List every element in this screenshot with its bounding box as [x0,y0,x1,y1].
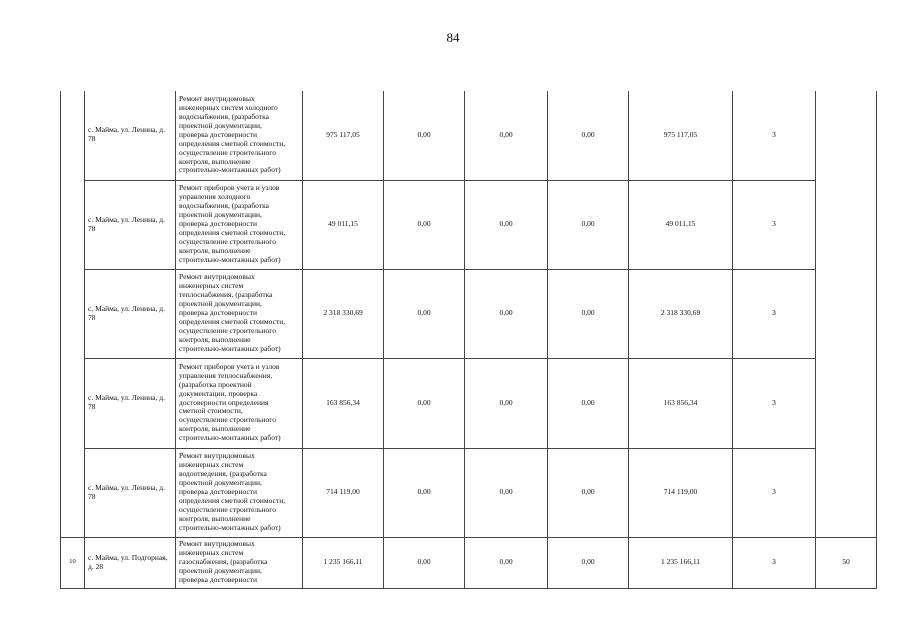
work-description-text: Ремонт внутридомовых инженерных систем водоотведения, (разработка проектной документации, проверка достоверности определения сметной стоимости, осуществление строительного контроля, выполнение строительно-монтажных работ) [179,451,286,532]
work-description-text: Ремонт внутридомовых инженерных систем теплоснабжения, (разработка проектной документации, проверка достоверности определения сметной стоимости, осуществление строительного контроля, выполнение строительно-монтажных работ) [179,272,286,353]
funding-cell-4: 714 119,00 [629,448,733,537]
funding-cell-1: 0,00 [384,537,465,588]
funding-cell-3: 0,00 [548,180,629,269]
funding-cell-1: 0,00 [384,448,465,537]
funding-cell-2: 0,00 [465,91,548,180]
address-cell: с. Майма, ул. Ленина, д. 78 [85,269,176,358]
work-description-cell [176,358,303,448]
funding-cell-3: 0,00 [548,91,629,180]
address-cell: с. Майма, ул. Подгорная, д. 28 [85,537,176,588]
funding-cell-1: 0,00 [384,269,465,358]
address-cell: с. Майма, ул. Ленина, д. 78 [85,180,176,269]
funding-cell-3: 0,00 [548,269,629,358]
funding-cell-1: 0,00 [384,91,465,180]
funding-cell-2: 0,00 [465,448,548,537]
value-cell-6 [816,91,877,537]
funding-cell-1: 0,00 [384,180,465,269]
value-cell-5: 3 [733,358,816,448]
address-cell: с. Майма, ул. Ленина, д. 78 [85,91,176,180]
work-description-text: Ремонт приборов учета и узлов управления холодного водоснабжения, (разработка проектной документации, проверка достоверности определения сметной стоимости, осуществление строительного контроля, выполнение строительно-монтажных работ) [179,183,286,264]
total-cost-cell: 975 117,05 [303,91,384,180]
funding-cell-1: 0,00 [384,358,465,448]
table-row [61,448,877,537]
address-cell: с. Майма, ул. Ленина, д. 78 [85,448,176,537]
value-cell-6: 50 [816,537,877,588]
work-description-text: Ремонт внутридомовых инженерных систем холодного водоснабжения, (разработка проектной документации, проверка достоверности определения сметной стоимости, осуществление строительного контроля, выполнение строительно-монтажных работ) [179,94,286,175]
table-row [61,91,877,180]
table-row [61,269,877,358]
total-cost-cell: 1 235 166,11 [303,537,384,588]
value-cell-5: 3 [733,537,816,588]
total-cost-cell: 714 119,00 [303,448,384,537]
value-cell-5: 3 [733,91,816,180]
funding-cell-4: 163 856,34 [629,358,733,448]
funding-cell-4: 2 318 330,69 [629,269,733,358]
work-description-text: Ремонт внутридомовых инженерных систем газоснабжения, (разработка проектной документации, проверка достоверности [179,539,268,584]
table-row [61,537,877,588]
funding-cell-2: 0,00 [465,269,548,358]
work-description-cell [176,269,303,358]
funding-cell-3: 0,00 [548,358,629,448]
repair-works-table [60,91,877,589]
funding-cell-4: 49 011,15 [629,180,733,269]
total-cost-cell: 49 011,15 [303,180,384,269]
row-number-cell: 10 [61,537,85,588]
total-cost-cell: 163 856,34 [303,358,384,448]
work-description-cell [176,180,303,269]
funding-cell-2: 0,00 [465,180,548,269]
value-cell-5: 3 [733,180,816,269]
page-number: 84 [446,30,460,45]
funding-cell-3: 0,00 [548,537,629,588]
work-description-cell [176,537,303,588]
funding-cell-4: 1 235 166,11 [629,537,733,588]
funding-cell-2: 0,00 [465,537,548,588]
funding-cell-3: 0,00 [548,448,629,537]
work-description-text: Ремонт приборов учета и узлов управления теплоснабжения, (разработка проектной документации, проверка достоверности определения сметной стоимости, осуществление строительного контроля, выполнение строительно-монтажных работ) [179,361,281,443]
value-cell-5: 3 [733,269,816,358]
table-row [61,180,877,269]
value-cell-5: 3 [733,448,816,537]
funding-cell-2: 0,00 [465,358,548,448]
funding-cell-4: 975 117,05 [629,91,733,180]
table-row [61,358,877,448]
total-cost-cell: 2 318 330,69 [303,269,384,358]
address-cell: с. Майма, ул. Ленина, д. 78 [85,358,176,448]
work-description-cell [176,91,303,180]
row-number-cell [61,91,85,537]
work-description-cell [176,448,303,537]
